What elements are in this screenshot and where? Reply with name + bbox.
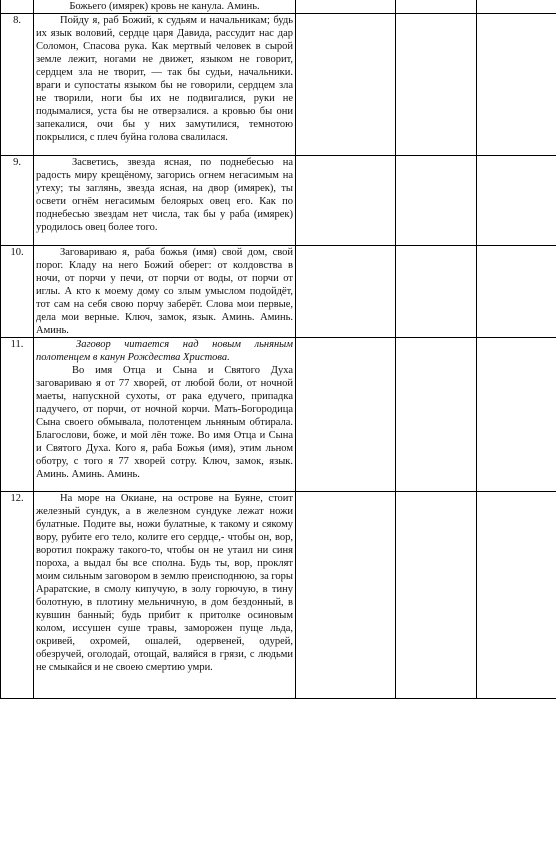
table-row xyxy=(1,0,556,14)
empty-cell xyxy=(296,0,396,14)
table-row xyxy=(1,14,556,156)
empty-cell xyxy=(296,338,396,492)
paragraph-intro: Заговор читается над новым льняным полотенцем в канун Рождества Христова. xyxy=(36,339,293,363)
empty-cell xyxy=(296,246,396,338)
table-row xyxy=(1,338,556,492)
row-number: 10. xyxy=(1,246,34,338)
empty-cell xyxy=(396,246,477,338)
table-row xyxy=(1,492,556,699)
row-text xyxy=(34,338,296,492)
empty-cell xyxy=(477,14,556,156)
empty-cell xyxy=(477,156,556,246)
row-number: 9. xyxy=(1,156,34,246)
row-text xyxy=(34,14,296,156)
paragraph: Пойду я, раб Божий, к судьям и начальникам; будь их язык воловий, сердце царя Давида, рассудит нас дар Соломон, Спасова рука. Как мертвый человек в сырой земле лежит, ногами не движет, языком не говорит, сердцем зла не творит, — так бы судьи, начальники. враги и супостаты языком бы не говорили, сердцем зла не творили, ноги бы их не подвигалися, руки не подымалися, уста бы не отверзалися. а кровью бы они запекалися, очи бы у них замутилися, темнотою покрылися, с плеч буйна голова свалилася. xyxy=(36,15,293,143)
empty-cell xyxy=(396,156,477,246)
paragraph: Божьего (имярек) кровь не канула. Аминь. xyxy=(69,1,260,12)
paragraph: Во имя Отца и Сына и Святого Духа заговариваю я от 77 хворей, от любой боли, от ночной маеты, напускной сухоты, от рака едучего, припадка падучего, от порчи, от ночной корчи. Мать-Богородица Сына своего обмывала, полотенцем льняным обтирала. Благослови, боже, и мой лён тоже. Во имя Отца и Сына и Святого Духа. Кого я, раба Божья (имя), этим льном оботру, с того я 77 хворей сотру. Ключ, замок, язык. Аминь. Аминь. Аминь. xyxy=(36,365,293,480)
empty-cell xyxy=(396,0,477,14)
row-text xyxy=(34,492,296,699)
empty-cell xyxy=(396,338,477,492)
empty-cell xyxy=(477,492,556,699)
empty-cell xyxy=(296,492,396,699)
paragraph: Заговариваю я, раба божья (имя) свой дом, свой порог. Кладу на него Божий оберег: от колдовства в ночи, от порчи у печи, от порчи от воды, от порчи от иглы. А кто к моему дому со злым умыслом подойдёт, тот сам на себя свою порчу заберёт. Слова мои первые, дела мои верные. Ключ, замок, язык. Аминь. Аминь. Аминь. xyxy=(36,247,293,336)
paragraph: Засветись, звезда ясная, по поднебесью на радость миру крещёному, загорись огнем негасимым на утеху; ты заглянь, звезда ясная, на двор (имярек), ты освети огнём негасимым белоярых овец его. Как по поднебесью звездам нет числа, так бы у раба (имярек) уродилось овец более того. xyxy=(36,157,293,233)
table-row xyxy=(1,156,556,246)
empty-cell xyxy=(296,14,396,156)
row-text xyxy=(34,246,296,338)
row-number: 11. xyxy=(1,338,34,492)
empty-cell xyxy=(396,492,477,699)
paragraph: На море на Окиане, на острове на Буяне, стоит железный сундук, а в железном сундуке лежат ножи булатные. Подите вы, ножи булатные, к такому и сякому вору, рубите его тело, колите его сердце,- чтобы он, вор, воротил покражу такого-то, чтобы он не утаил ни синя пороха, а выдал бы все сполна. Будь ты, вор, проклят моим сильным заговором в землю преисподнюю, за горы Араратские, в смолу кипучую, в золу горючую, в тину болотную, в плотину мельничную, в дом бездонный, в кувшин банный; будь прибит к притолке осиновым колом, иссушен суше травы, заморожен пуще льда, окривей, охромей, ошалей, одервеней, одурей, обезручей, оголодай, отощай, валяйся в грязи, с людьми не смыкайся и не своею смертию умри. xyxy=(36,493,293,673)
row-text xyxy=(34,156,296,246)
row-number: 8. xyxy=(1,14,34,156)
table-row xyxy=(1,246,556,338)
row-number: 12. xyxy=(1,492,34,699)
empty-cell xyxy=(477,0,556,14)
row-text xyxy=(34,0,296,14)
empty-cell xyxy=(396,14,477,156)
row-number xyxy=(1,0,34,14)
empty-cell xyxy=(296,156,396,246)
empty-cell xyxy=(477,246,556,338)
empty-cell xyxy=(477,338,556,492)
